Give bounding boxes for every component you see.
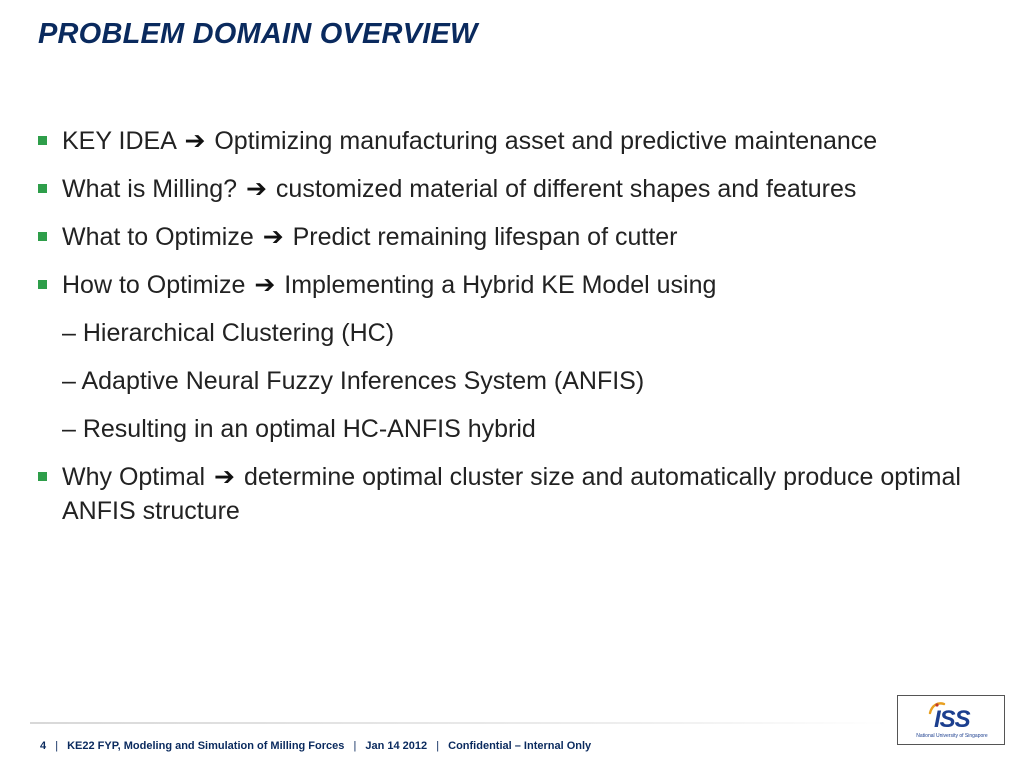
- bullet-text: customized material of different shapes and features: [275, 175, 857, 203]
- arrow-right-icon: ➔: [214, 463, 235, 491]
- bullet-text: Implementing a Hybrid KE Model using: [284, 271, 717, 299]
- sub-item: – Adaptive Neural Fuzzy Inferences System (ANFIS): [62, 367, 645, 395]
- bullet-item: [38, 220, 998, 254]
- footer-divider: [30, 722, 890, 724]
- logo-subtitle: National University of Singapore: [916, 733, 988, 739]
- bullet-item: [38, 172, 998, 206]
- footer-page-number: 4: [40, 740, 47, 752]
- square-bullet-icon: [38, 136, 47, 145]
- arrow-right-icon: ➔: [246, 175, 267, 203]
- bullet-item: [38, 268, 998, 302]
- footer-separator: |: [55, 740, 59, 752]
- bullet-item: [38, 124, 998, 158]
- sub-item: – Resulting in an optimal HC-ANFIS hybrid: [62, 415, 536, 443]
- slide-title: PROBLEM DOMAIN OVERVIEW: [38, 18, 478, 50]
- square-bullet-icon: [38, 184, 47, 193]
- arrow-right-icon: ➔: [184, 127, 206, 155]
- bullet-text: determine optimal cluster size and automatically produce optimal ANFIS structure: [62, 463, 961, 525]
- square-bullet-icon: [38, 232, 47, 241]
- bullet-item: [38, 460, 998, 528]
- logo-wordmark: ISS: [934, 706, 970, 733]
- bullet-lead: Why Optimal: [62, 463, 206, 491]
- bullet-text: Predict remaining lifespan of cutter: [292, 223, 678, 251]
- iss-logo: [897, 695, 1005, 745]
- square-bullet-icon: [38, 472, 47, 481]
- bullet-lead: What to Optimize: [62, 223, 254, 251]
- square-bullet-icon: [38, 280, 47, 289]
- arrow-right-icon: ➔: [262, 223, 284, 251]
- footer-separator: |: [353, 740, 357, 752]
- footer-separator: |: [436, 740, 440, 752]
- bullet-lead: How to Optimize: [62, 271, 246, 299]
- footer-date: Jan 14 2012: [365, 740, 428, 752]
- footer: [40, 740, 591, 752]
- footer-classification: Confidential – Internal Only: [448, 740, 592, 752]
- bullet-text: Optimizing manufacturing asset and predictive maintenance: [214, 127, 878, 155]
- footer-course: KE22 FYP, Modeling and Simulation of Milling Forces: [67, 740, 345, 752]
- arrow-right-icon: ➔: [254, 271, 276, 299]
- bullet-lead: What is Milling?: [62, 175, 238, 203]
- bullet-list: [38, 124, 998, 542]
- sub-item: – Hierarchical Clustering (HC): [62, 319, 395, 347]
- bullet-lead: KEY IDEA: [62, 127, 176, 155]
